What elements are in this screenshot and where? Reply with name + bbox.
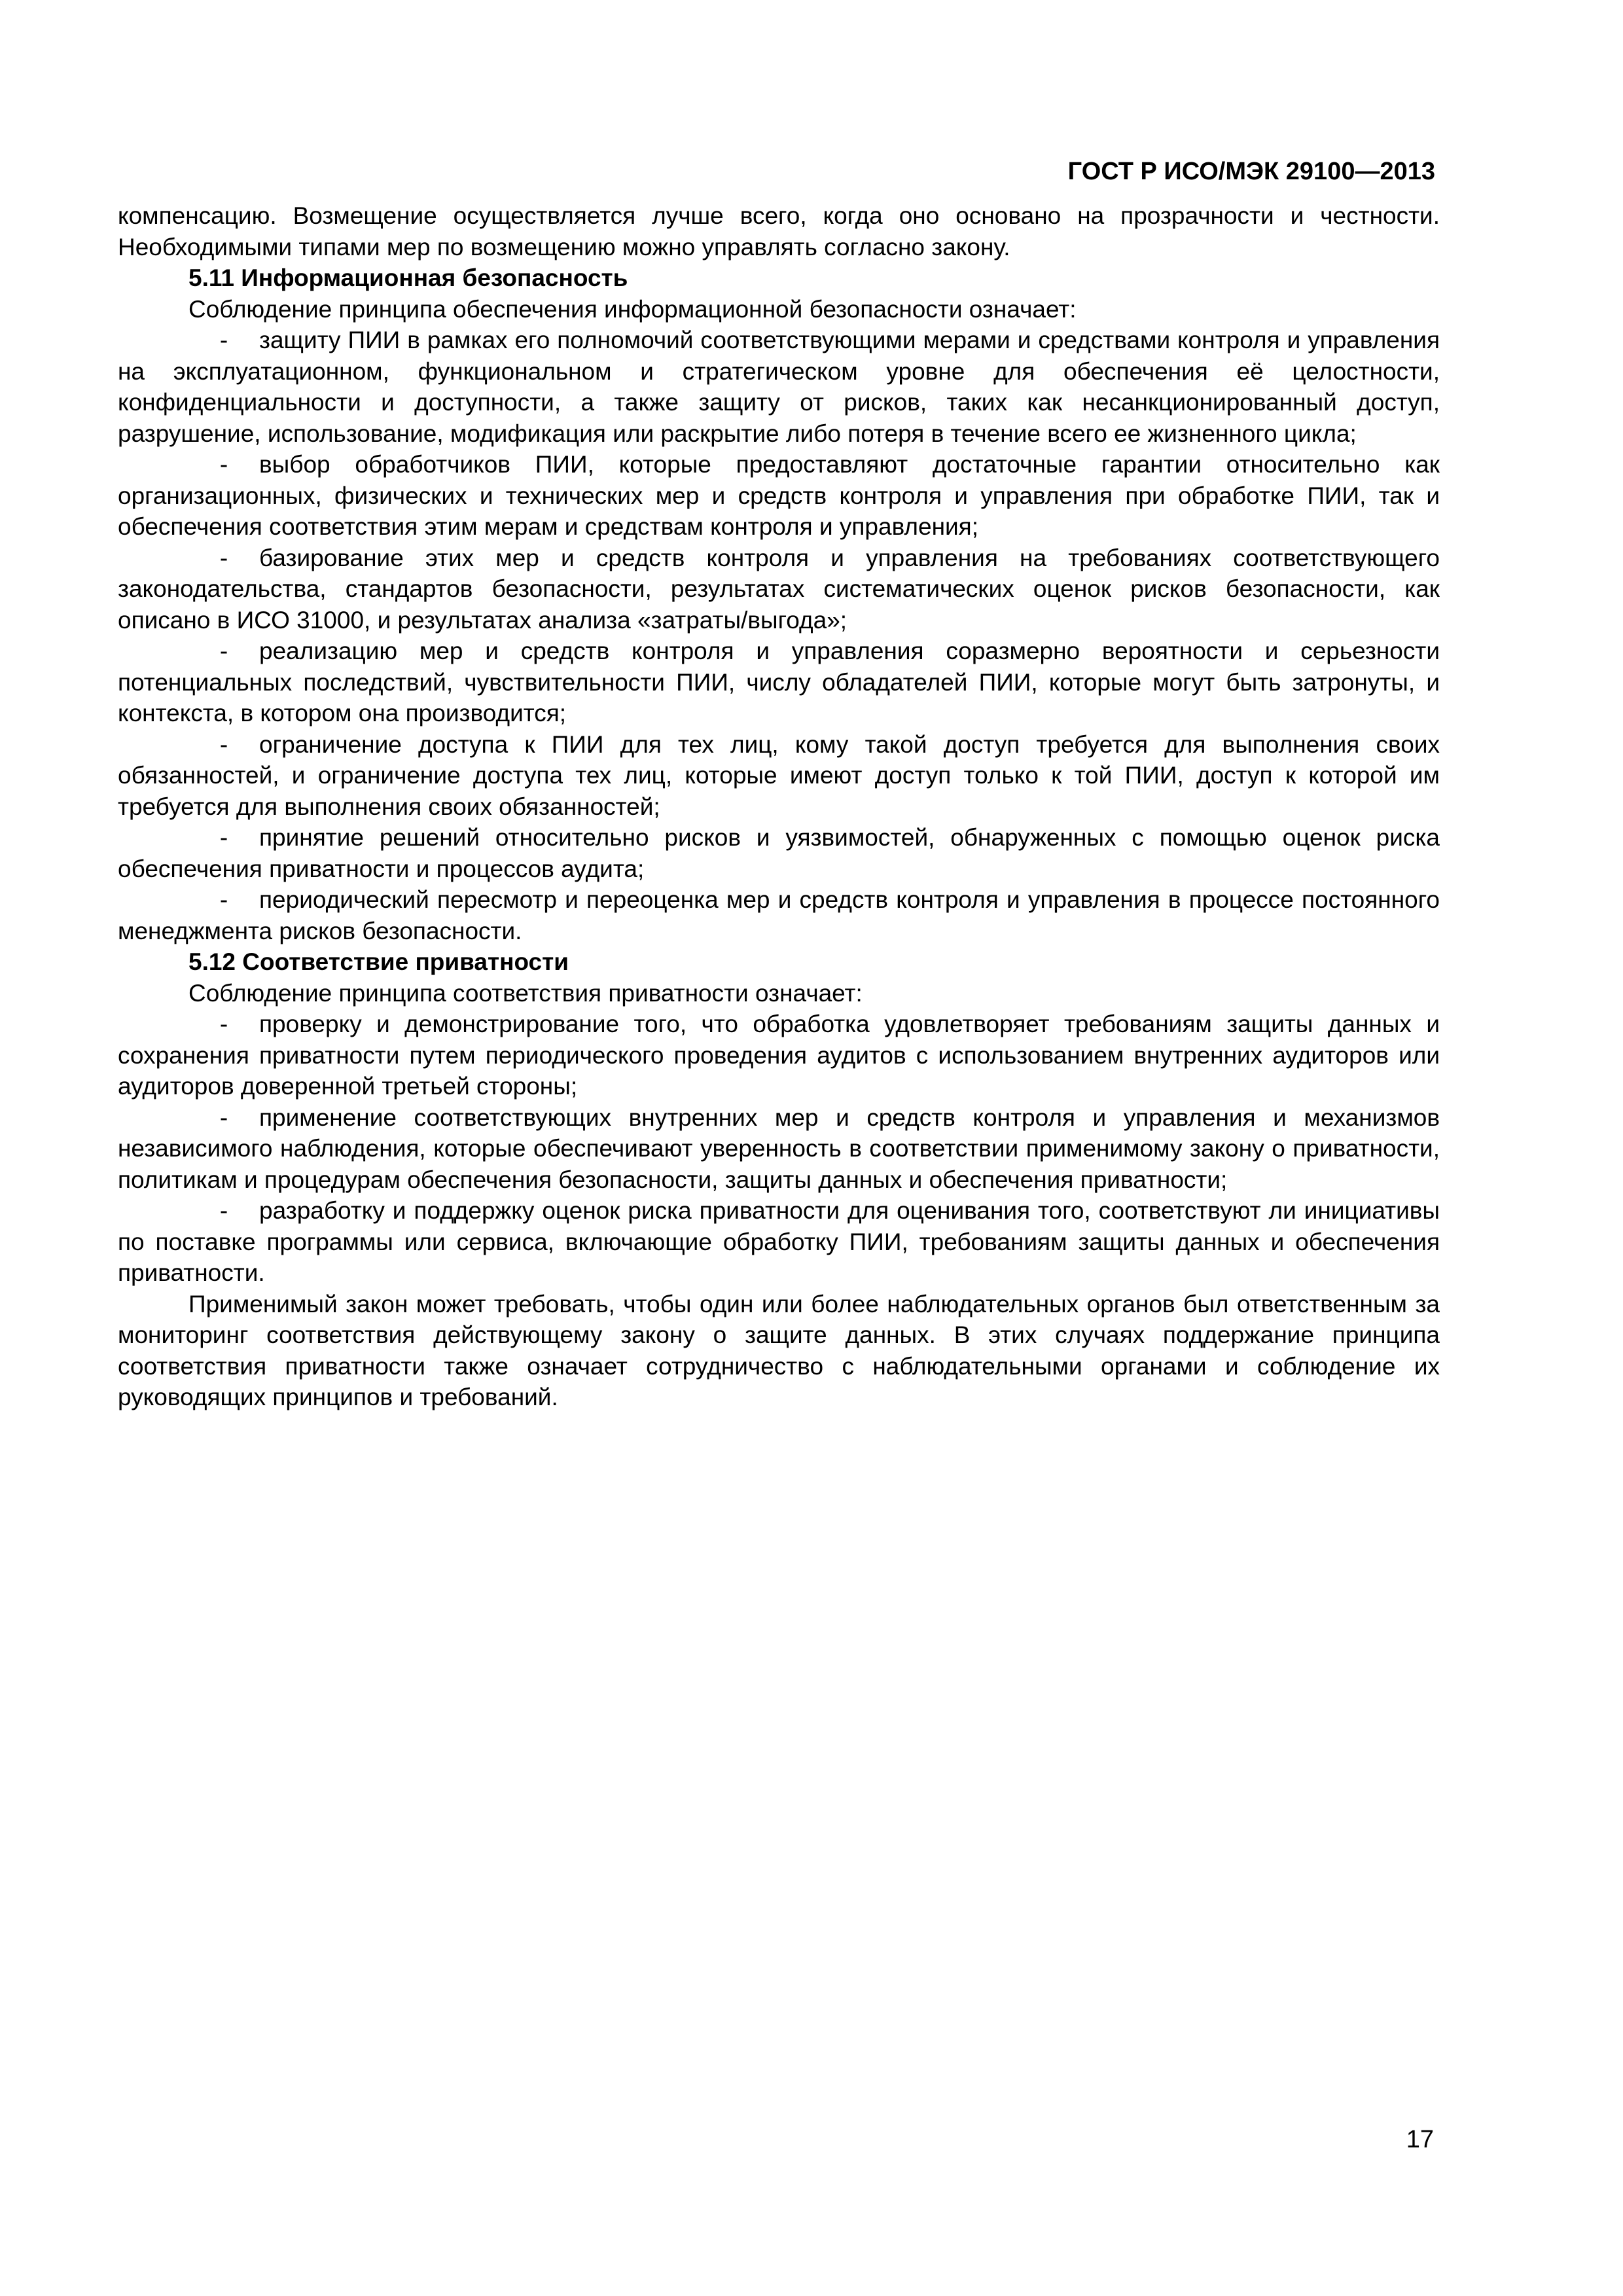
list-item-text: защиту ПИИ в рамках его полномочий соответствующими мерами и средствами контроля и управления на эксплуатационном, функциональном и стратегическом уровне для обеспечения её целостности, конфиденциальности и доступности, а также защиту от рисков, таких как несанкционированный доступ, разрушение, использование, модификация или раскрытие либо потеря в течение всего ее жизненного цикла; bbox=[118, 327, 1440, 447]
bullet-dash: - bbox=[219, 1103, 228, 1131]
list-item bbox=[118, 636, 1440, 729]
section-lead-5-12: Соблюдение принципа соответствия приватности означает: bbox=[188, 979, 863, 1007]
list-item-text: реализацию мер и средств контроля и управления соразмерно вероятности и серьезности потенциальных последствий, чувствительности ПИИ, числу обладателей ПИИ, которые могут быть затронуты, и контекста, в котором она производится; bbox=[118, 637, 1440, 726]
bullet-dash: - bbox=[219, 637, 228, 664]
bullet-dash: - bbox=[219, 327, 228, 353]
list-item-text: базирование этих мер и средств контроля и управления на требованиях соответствующего законодательства, стандартов безопасности, результатах систематических оценок рисков безопасности, как описано в ИСО 31000, и результатах анализа «затраты/выгода»; bbox=[118, 544, 1440, 634]
section-heading-5-11: 5.11 Информационная безопасность bbox=[188, 264, 628, 291]
bullet-dash: - bbox=[219, 1011, 228, 1037]
closing-paragraph: Применимый закон может требовать, чтобы один или более наблюдательных органов был ответственным за мониторинг соответствия действующему закону о защите данных. В этих случаях поддержание принципа соответствия приватности также означает сотрудничество с наблюдательными органами и соблюдение их руководящих принципов и требований. bbox=[118, 1290, 1440, 1410]
list-item bbox=[118, 1102, 1440, 1196]
list-item bbox=[118, 1195, 1440, 1289]
list-item bbox=[118, 1009, 1440, 1102]
bullet-dash: - bbox=[219, 544, 228, 571]
list-item-text: применение соответствующих внутренних мер и средств контроля и управления и механизмов независимого наблюдения, которые обеспечивают уверенность в соответствии применимому закону о приватности, политикам и процедурам обеспечения безопасности, защиты данных и обеспечения приватности; bbox=[118, 1103, 1440, 1193]
list-item-text: проверку и демонстрирование того, что обработка удовлетворяет требованиям защиты данных и сохранения приватности путем периодического проведения аудитов с использованием внутренних аудиторов или аудиторов доверенной третьей стороны; bbox=[118, 1011, 1440, 1100]
list-item-text: выбор обработчиков ПИИ, которые предоставляют достаточные гарантии относительно как организационных, физических и технических мер и средств контроля и управления при обработке ПИИ, так и обеспечения соответствия этим мерам и средствам контроля и управления; bbox=[118, 451, 1440, 540]
list-item bbox=[118, 822, 1440, 884]
list-item-text: принятие решений относительно рисков и уязвимостей, обнаруженных с помощью оценок риска обеспечения приватности и процессов аудита; bbox=[118, 824, 1440, 882]
list-item bbox=[118, 543, 1440, 636]
page-number: 17 bbox=[1406, 2126, 1434, 2153]
bullet-dash: - bbox=[219, 886, 228, 913]
list-item bbox=[118, 325, 1440, 449]
list-item-text: ограничение доступа к ПИИ для тех лиц, кому такой доступ требуется для выполнения своих обязанностей, и ограничение доступа тех лиц, которые имеют доступ только к той ПИИ, доступ к которой им требуется для выполнения своих обязанностей; bbox=[118, 730, 1440, 820]
section-lead-5-11: Соблюдение принципа обеспечения информационной безопасности означает: bbox=[188, 295, 1077, 323]
bullet-dash: - bbox=[219, 1197, 228, 1224]
document-header: ГОСТ Р ИСО/МЭК 29100—2013 bbox=[1067, 158, 1435, 185]
document-body bbox=[118, 200, 1440, 1413]
bullet-dash: - bbox=[219, 730, 228, 758]
section-heading-5-12: 5.12 Соответствие приватности bbox=[188, 948, 569, 975]
list-item bbox=[118, 449, 1440, 543]
list-item bbox=[118, 884, 1440, 946]
bullet-dash: - bbox=[219, 824, 228, 851]
list-item bbox=[118, 729, 1440, 823]
bullet-dash: - bbox=[219, 451, 228, 478]
intro-paragraph: компенсацию. Возмещение осуществляется лучше всего, когда оно основано на прозрачности и честности. Необходимыми типами мер по возмещению можно управлять согласно закону. bbox=[118, 202, 1440, 260]
list-item-text: разработку и поддержку оценок риска приватности для оценивания того, соответствуют ли инициативы по поставке программы или сервиса, включающие обработку ПИИ, требованиям защиты данных и обеспечения приватности. bbox=[118, 1197, 1440, 1286]
list-item-text: периодический пересмотр и переоценка мер и средств контроля и управления в процессе постоянного менеджмента рисков безопасности. bbox=[118, 886, 1440, 944]
